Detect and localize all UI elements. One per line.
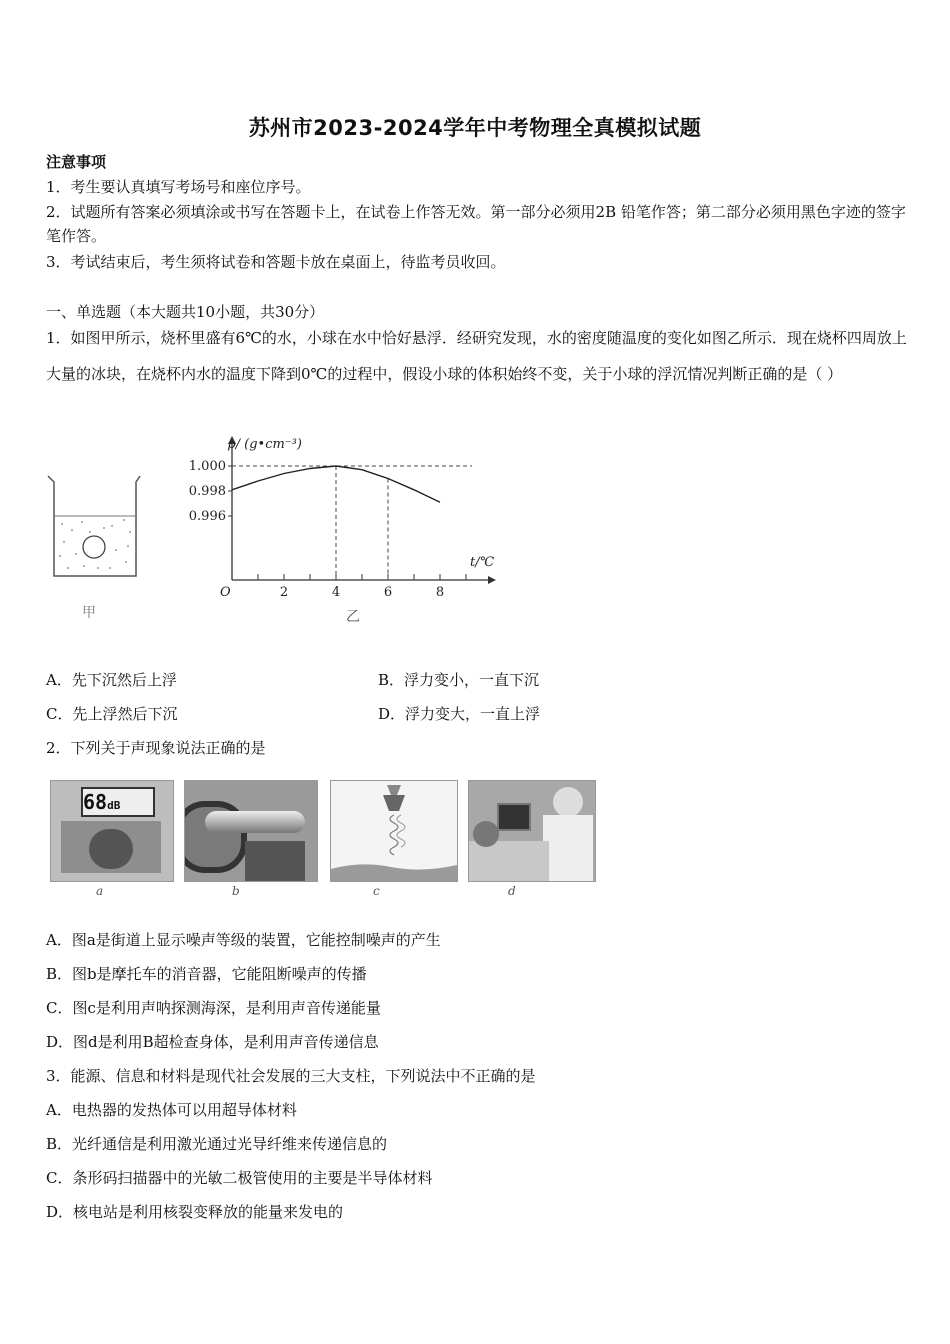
q3-option-c[interactable]: C．条形码扫描器中的光敏二极管使用的主要是半导体材料 [46,1169,433,1187]
q3-option-b[interactable]: B．光纤通信是利用激光通过光导纤维来传递信息的 [46,1135,388,1153]
q3-option-a[interactable]: A．电热器的发热体可以用超导体材料 [46,1101,297,1119]
density-chart [180,428,510,628]
origin-label: O [220,585,231,600]
q1-option-d[interactable]: D．浮力变大，一直上浮 [378,705,541,723]
photo-b-label: b [232,884,240,898]
photo-b-muffler [184,780,318,882]
photo-a-label: a [96,884,104,898]
notice-item-1: 1．考生要认真填写考场号和座位序号。 [46,178,311,196]
figure-a-label: 甲 [82,605,96,621]
page-title: 苏州市2023-2024学年中考物理全真模拟试题 [248,116,702,140]
q2-option-a[interactable]: A．图a是街道上显示噪声等级的装置，它能控制噪声的产生 [46,931,441,949]
q2-option-b[interactable]: B．图b是摩托车的消音器，它能阻断噪声的传播 [46,965,367,983]
beaker-figure [40,470,150,620]
photo-d-label: d [508,884,516,898]
beaker-icon [48,476,140,576]
ball-icon [83,536,105,558]
noise-display [81,787,155,817]
x-tick-label: 8 [435,585,445,600]
y-tick-label: 0.998 [188,484,226,499]
x-tick-label: 6 [383,585,393,600]
photo-c-label: c [373,884,380,898]
section-heading: 一、单选题（本大题共10小题，共30分） [46,303,325,321]
notice-item-2: 2．试题所有答案必须填涂或书写在答题卡上，在试卷上作答无效。第一部分必须用2B 铅笔作答；第二部分必须用黑色字迹的签字笔作答。 [46,203,906,245]
photo-d-ultrasound [468,780,596,882]
noise-value: 68 [83,790,108,814]
q2-option-d[interactable]: D．图d是利用B超检查身体，是利用声音传递信息 [46,1033,379,1051]
sonar-icon [331,781,457,881]
x-tick-label: 4 [331,585,341,600]
question-1-stem: 1．如图甲所示，烧杯里盛有6℃的水，小球在水中恰好悬浮．经研究发现，水的密度随温度的变化如图乙所示．现在烧杯四周放上大量的冰块，在烧杯内水的温度下降到0℃的过程中，假设小球的体积始终不变，关于小球的浮沉情况判断正确的是（ ） [46,329,907,383]
notice-heading: 注意事项 [46,153,107,171]
x-axis-arrow [488,576,496,584]
figure-b-label: 乙 [346,609,360,625]
q2-option-c[interactable]: C．图c是利用声呐探测海深，是利用声音传递能量 [46,999,381,1017]
q3-option-d[interactable]: D．核电站是利用核裂变释放的能量来发电的 [46,1203,344,1221]
q1-option-a[interactable]: A．先下沉然后上浮 [46,671,177,689]
x-tick-label: 2 [279,585,289,600]
photo-c-sonar [330,780,458,882]
q1-option-c[interactable]: C．先上浮然后下沉 [46,705,178,723]
y-axis-label: ρ/ (g•cm⁻³) [228,437,302,452]
question-2-stem: 2．下列关于声现象说法正确的是 [46,739,266,757]
question-3-stem: 3．能源、信息和材料是现代社会发展的三大支柱，下列说法中不正确的是 [46,1067,536,1085]
notice-item-3: 3．考试结束后，考生须将试卷和答题卡放在桌面上，待监考员收回。 [46,253,506,271]
noise-unit: dB [107,799,121,812]
q1-option-b[interactable]: B．浮力变小，一直下沉 [378,671,540,689]
photo-a-noise-meter [50,780,174,882]
y-tick-label: 0.996 [188,509,226,524]
x-axis-label: t/℃ [470,555,495,570]
y-tick-label: 1.000 [188,459,226,474]
